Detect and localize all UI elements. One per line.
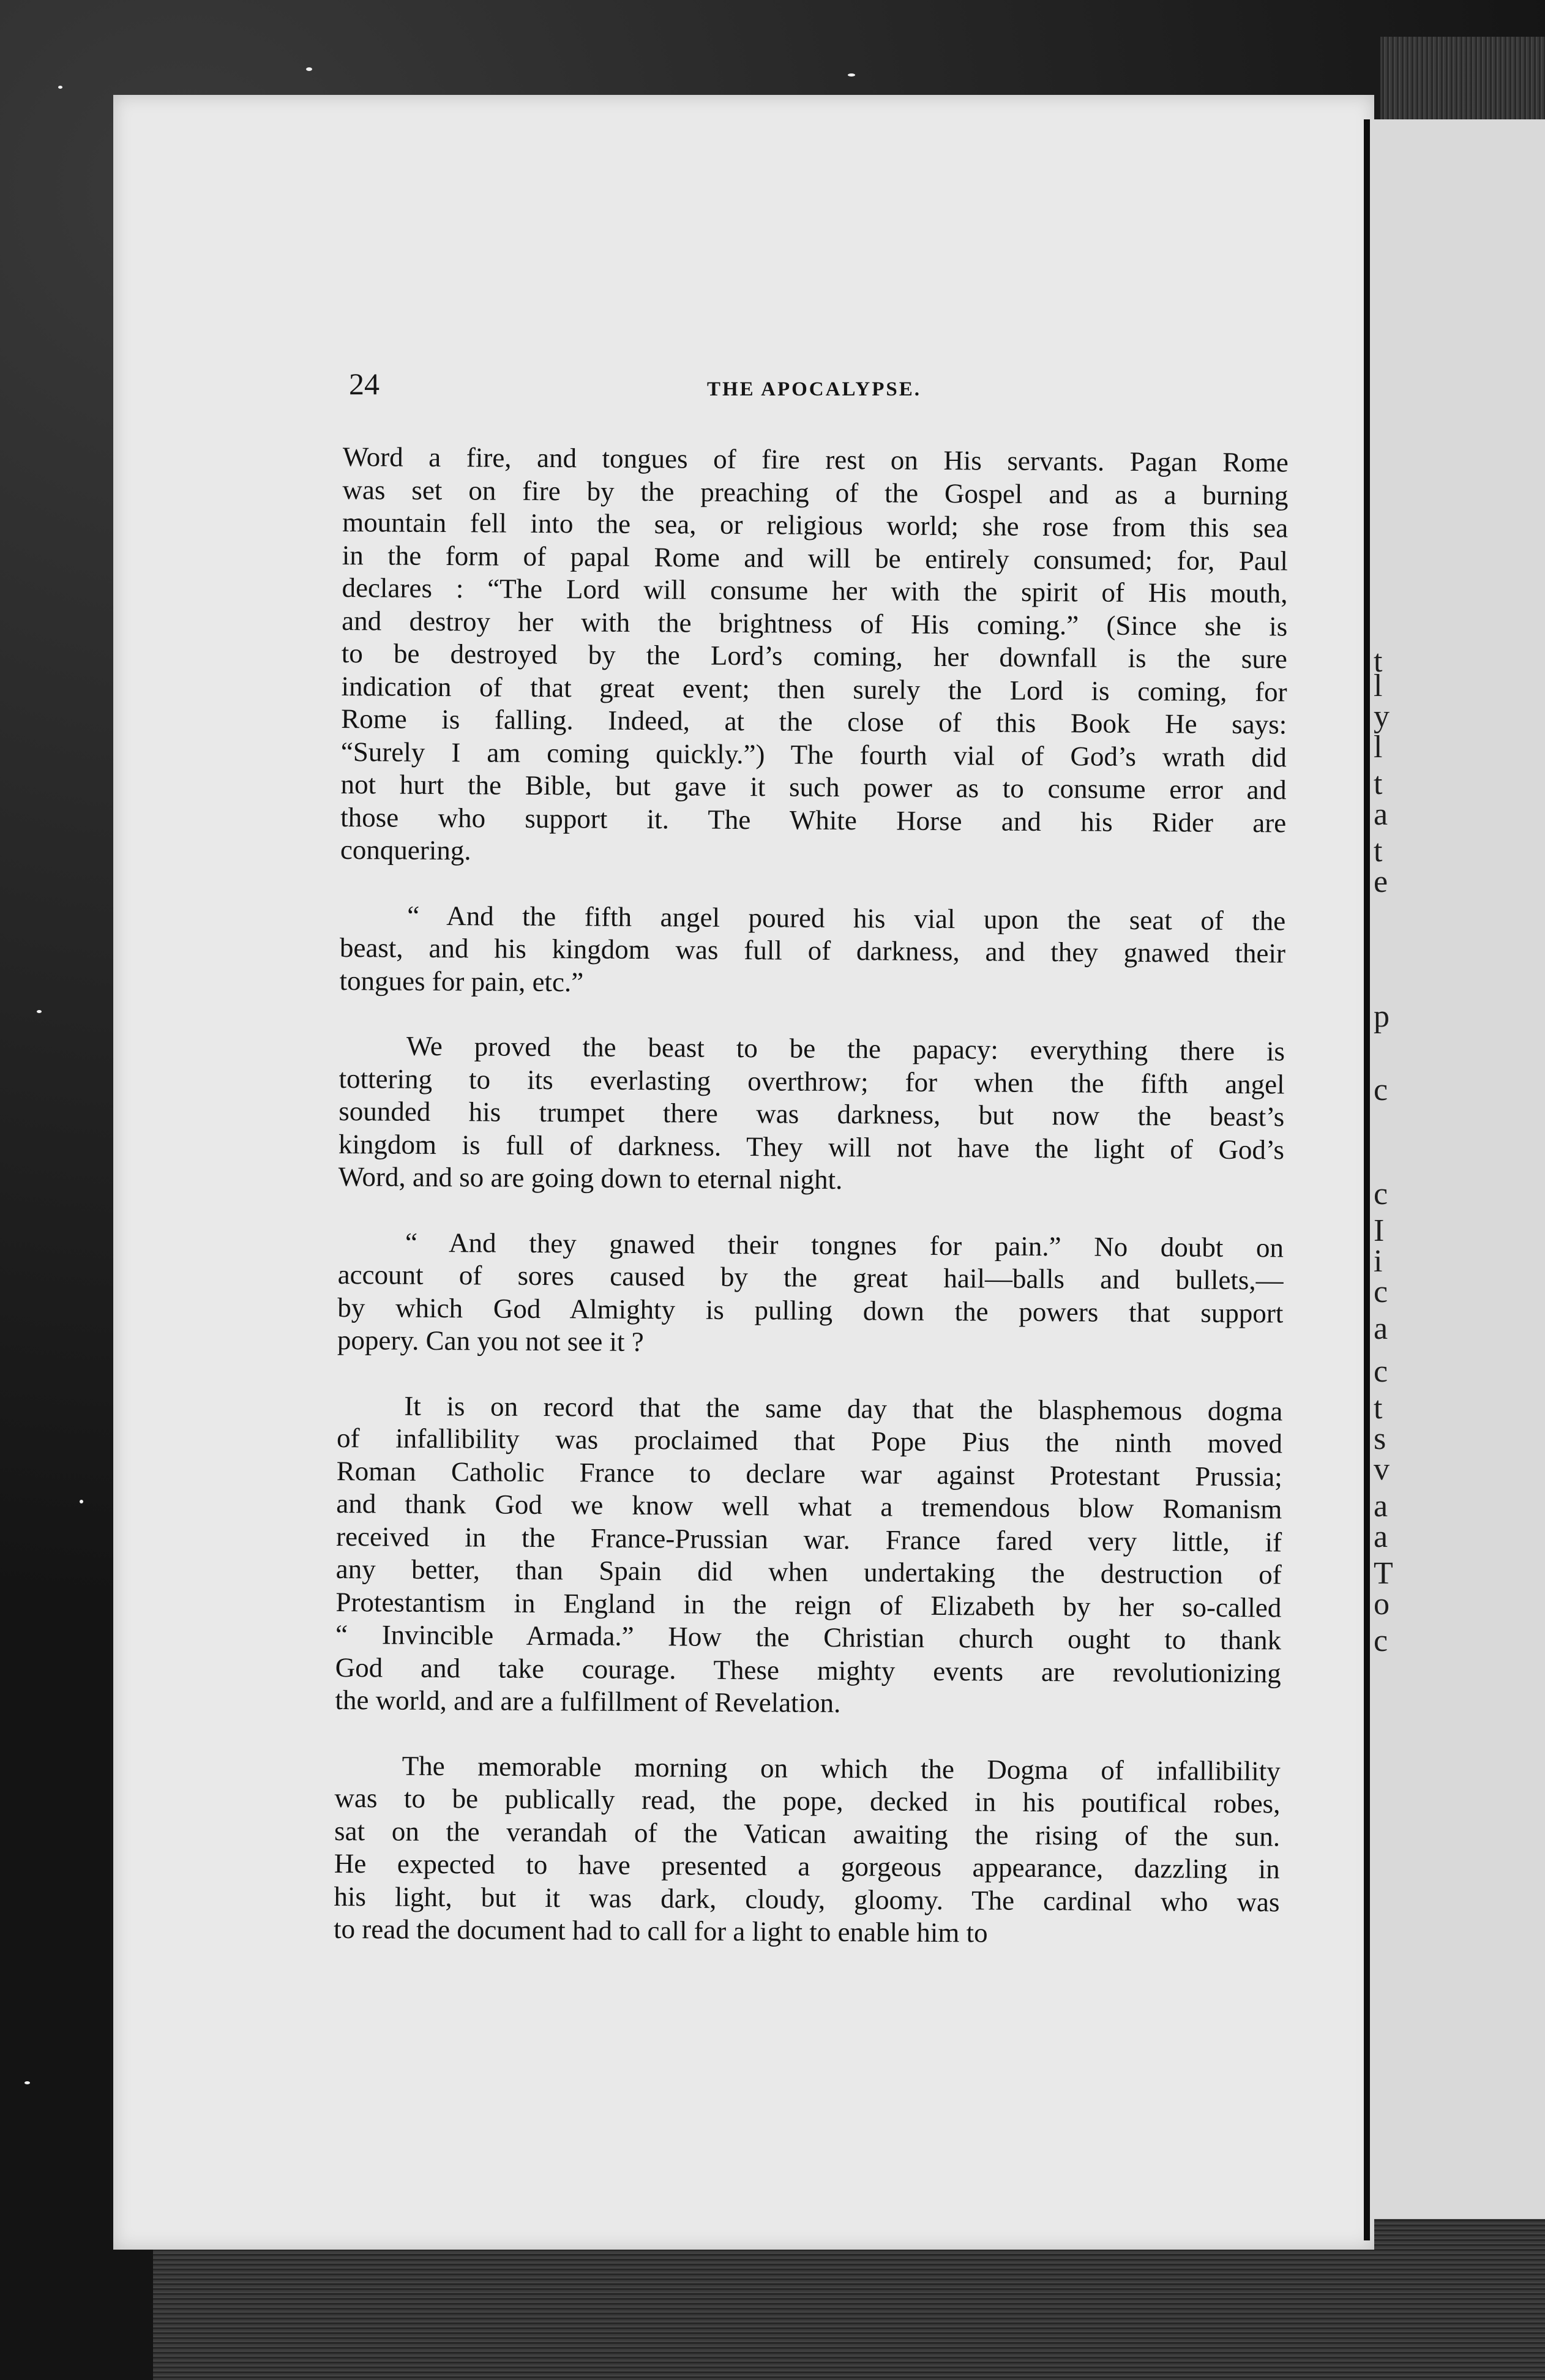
body-text (334, 441, 1289, 1952)
text-line: to read the document had to call for a light to enable him to (333, 1913, 988, 1948)
text-line: was set on fire by the preaching of the Gospel and as a burning (342, 474, 1289, 511)
text-line: of infallibility was proclaimed that Pope Pius the ninth moved (336, 1422, 1283, 1459)
text-line: Word a fire, and tongues of fire rest on His servants. Pagan Rome (342, 441, 1289, 478)
facing-page-letter: y (1374, 699, 1390, 734)
text-line: and destroy her with the brightness of His coming.” (Since she is (342, 605, 1288, 642)
paragraph-gap (340, 866, 1285, 904)
facing-page-letter: p (1374, 999, 1390, 1034)
text-line: beast, and his kingdom was full of darkness, and they gnawed their (339, 932, 1286, 969)
text-line: the world, and are a fulfillment of Revelation. (335, 1684, 841, 1719)
facing-page-letter: i (1374, 1244, 1383, 1279)
paragraph-gap (338, 1193, 1284, 1231)
text-line: tongues for pain, etc.” (339, 965, 584, 997)
facing-page-letter: l (1374, 730, 1383, 765)
text-line: sat on the verandah of the Vatican awaiting the rising of the sun. (334, 1815, 1281, 1852)
text-line: kingdom is full of darkness. They will not have the light of God’s (338, 1128, 1285, 1165)
facing-page-edge (1371, 119, 1545, 2219)
facing-page-letter: c (1374, 1354, 1388, 1389)
facing-page-letter: c (1374, 1274, 1388, 1309)
text-line: God and take courage. These mighty events are revolutionizing (335, 1652, 1281, 1688)
facing-page-letter: v (1374, 1452, 1390, 1487)
text-line: by which God Almighty is pulling down the powers that support (337, 1292, 1284, 1328)
text-line: Word, and so are going down to eternal night. (338, 1161, 843, 1196)
facing-page-letter: l (1374, 668, 1383, 703)
text-line: tottering to its everlasting overthrow; for when the fifth angel (339, 1063, 1285, 1099)
text-line: “ Invincible Armada.” How the Christian church ought to thank (335, 1618, 1282, 1656)
text-line: to be destroyed by the Lord’s coming, her downfall is the sure (341, 637, 1288, 675)
facing-page-letter: e (1374, 864, 1388, 899)
text-line: indication of that great event; then surely the Lord is coming, for (341, 670, 1287, 707)
text-line: received in the France-Prussian war. France fared very little, if (335, 1521, 1282, 1557)
text-line: “ And they gnawed their tongnes for pain.” No doubt on (405, 1227, 1284, 1263)
facing-page-letter: c (1374, 1623, 1388, 1658)
facing-page-letter: t (1374, 1391, 1383, 1426)
text-line: “ And the fifth angel poured his vial upon the seat of the (407, 900, 1286, 936)
text-line: conquering. (340, 834, 471, 866)
text-line: any better, than Spain did when undertaking the destruction of (335, 1553, 1282, 1590)
scan-speck (306, 67, 312, 71)
paragraph-gap (339, 997, 1285, 1035)
paragraph-gap (335, 1716, 1281, 1754)
text-line: and thank God we know well what a tremendous blow Romanism (336, 1488, 1282, 1525)
text-line: It is on record that the same day that the blasphemous dogma (404, 1390, 1283, 1426)
text-line: We proved the beast to be the papacy: everything there is (406, 1030, 1285, 1067)
facing-page-letter: a (1374, 1489, 1388, 1524)
text-line: was to be publically read, the pope, decked in his poutifical robes, (334, 1782, 1281, 1819)
text-line: those who support it. The White Horse and his Rider are (340, 801, 1287, 838)
scan-speck (37, 1010, 42, 1013)
facing-page-letter: o (1374, 1587, 1390, 1622)
facing-page-letter: a (1374, 1519, 1388, 1554)
text-line: “Surely I am coming quickly.”) The fourth vial of God’s wrath did (340, 736, 1287, 773)
facing-page-letter: I (1374, 1213, 1385, 1248)
paragraph-gap (337, 1357, 1283, 1394)
facing-page-letter: a (1374, 1311, 1388, 1346)
facing-page-letter: c (1374, 1072, 1388, 1107)
facing-page-letter: c (1374, 1177, 1388, 1211)
scan-speck (80, 1500, 83, 1503)
page-number: 24 (349, 367, 380, 401)
facing-page-letter: T (1374, 1556, 1393, 1591)
scan-speck (848, 73, 855, 77)
facing-page-letter: t (1374, 766, 1383, 801)
page-gutter (1364, 119, 1370, 2240)
scan-speck (24, 2081, 30, 2084)
text-line: Rome is falling. Indeed, at the close of this Book He says: (341, 703, 1287, 740)
text-line: in the form of papal Rome and will be entirely consumed; for, Paul (342, 539, 1288, 576)
facing-page-letter: s (1374, 1421, 1386, 1456)
facing-page-letter: t (1374, 834, 1383, 869)
running-head: THE APOCALYPSE. (707, 378, 922, 400)
text-line: sounded his trumpet there was darkness, but now the beast’s (339, 1095, 1285, 1132)
text-line: account of sores caused by the great hail—balls and bullets,— (337, 1259, 1284, 1296)
text-line: Roman Catholic France to declare war against Protestant Prussia; (336, 1455, 1282, 1492)
facing-page-letter: a (1374, 797, 1388, 832)
text-line: not hurt the Bible, but gave it such power as to consume error and (340, 768, 1287, 806)
text-line: popery. Can you not see it ? (337, 1324, 644, 1358)
scan-speck (58, 86, 62, 89)
text-line: declares : “The Lord will consume her with the spirit of His mouth, (342, 572, 1288, 609)
text-line: He expected to have presented a gorgeous appearance, dazzling in (334, 1847, 1280, 1885)
text-line: The memorable morning on which the Dogma of infallibility (402, 1750, 1281, 1786)
text-line: mountain fell into the sea, or religious world; she rose from this sea (342, 506, 1289, 544)
text-line: Protestantism in England in the reign of Elizabeth by her so-called (335, 1586, 1282, 1623)
facing-page-letter: t (1374, 644, 1383, 679)
text-line: his light, but it was dark, cloudy, gloomy. The cardinal who was (334, 1880, 1280, 1917)
